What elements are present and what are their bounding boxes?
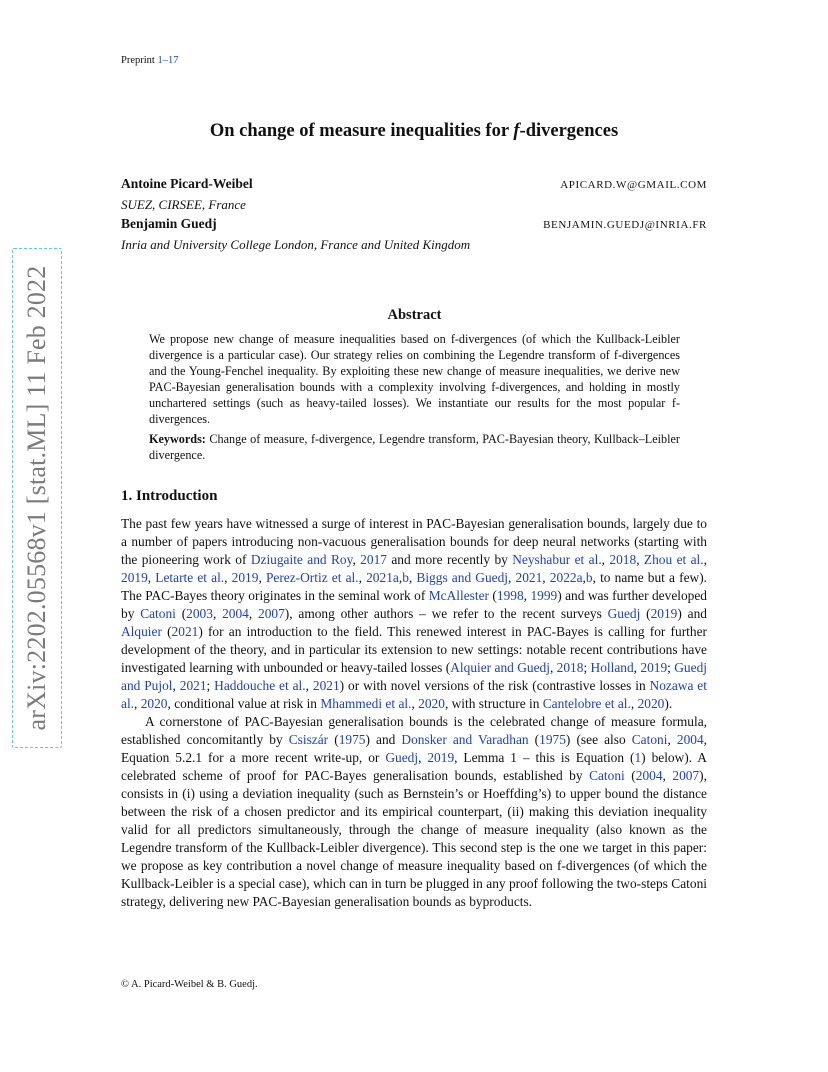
paragraph-text: , bbox=[601, 552, 610, 567]
citation-link[interactable]: 2017 bbox=[360, 552, 387, 567]
abstract-section bbox=[149, 307, 680, 463]
paragraph-text: , bbox=[630, 696, 638, 711]
citation-link[interactable]: Guedj and Pujol bbox=[121, 660, 707, 693]
citation-link[interactable]: 2021 bbox=[171, 624, 199, 639]
citation-link[interactable]: Dziugaite and Roy bbox=[250, 552, 353, 567]
paragraph-text: , bbox=[212, 606, 223, 621]
citation-link[interactable]: Holland bbox=[590, 660, 634, 675]
preprint-label: Preprint bbox=[121, 55, 158, 66]
citation-link[interactable]: Mhammedi et al. bbox=[320, 696, 412, 711]
paragraph-text: ) or with novel versions of the risk (contrastive losses in bbox=[339, 678, 650, 693]
citation-link[interactable]: Catoni bbox=[589, 768, 625, 783]
paragraph-text: ; bbox=[667, 660, 675, 675]
introduction-section bbox=[121, 487, 707, 911]
citation-link[interactable]: Catoni bbox=[631, 732, 668, 747]
paragraph-text: , bbox=[358, 570, 367, 585]
citation-link[interactable]: Guedj bbox=[385, 750, 419, 765]
arxiv-side-stamp[interactable] bbox=[12, 248, 62, 748]
citation-link[interactable]: 2018 bbox=[556, 660, 584, 675]
paragraph-text: ) (see also bbox=[565, 732, 632, 747]
citation-link[interactable]: b bbox=[402, 570, 409, 585]
citation-link[interactable]: 2003 bbox=[186, 606, 213, 621]
paragraph-text: , bbox=[582, 570, 586, 585]
paragraph-text: , bbox=[352, 552, 361, 567]
citation-link[interactable]: Nozawa et al. bbox=[121, 678, 707, 711]
citation-link[interactable]: 1998 bbox=[496, 588, 524, 603]
citation-link[interactable]: Catoni bbox=[140, 606, 176, 621]
title-f: f bbox=[513, 121, 520, 141]
paragraph-text: , bbox=[398, 570, 403, 585]
copyright-footer: © A. Picard-Weibel & B. Guedj. bbox=[121, 979, 258, 990]
citation-link[interactable]: 2007 bbox=[258, 606, 285, 621]
citation-link[interactable]: 2004 bbox=[676, 732, 704, 747]
citation-link[interactable]: 1975 bbox=[539, 732, 566, 747]
paragraph-text: ( bbox=[528, 732, 540, 747]
citation-link[interactable]: 1 bbox=[634, 750, 642, 765]
keywords-text: Change of measure, f-divergence, Legendre transform, PAC-Bayesian theory, Kullback–Leibler divergence. bbox=[149, 432, 680, 462]
citation-link[interactable]: Haddouche et al. bbox=[214, 678, 306, 693]
title-prefix: On change of measure inequalities for bbox=[209, 121, 514, 141]
paragraph-text: , bbox=[408, 570, 417, 585]
section-heading: 1. Introduction bbox=[121, 488, 218, 504]
paragraph-text: ; bbox=[206, 678, 215, 693]
citation-link[interactable]: 2019 bbox=[121, 570, 148, 585]
citation-link[interactable]: Cantelobre et al. bbox=[542, 696, 631, 711]
paragraph-text: ), among other authors – we refer to the recent surveys bbox=[284, 606, 608, 621]
paragraph-text: ) below). A celebrated scheme of proof for PAC-Bayes generalisation bounds, established by bbox=[121, 750, 707, 783]
citation-link[interactable]: Alquier and Guedj bbox=[450, 660, 550, 675]
paragraph-text: , bbox=[305, 678, 313, 693]
keywords-label: Keywords: bbox=[149, 432, 206, 446]
author-block bbox=[121, 174, 707, 254]
paragraph-text: and more recently by bbox=[386, 552, 513, 567]
citation-link[interactable]: Zhou et al. bbox=[643, 552, 704, 567]
paragraph-text: , bbox=[147, 570, 156, 585]
author-row-1 bbox=[121, 174, 707, 195]
paragraph-text: ) and bbox=[677, 606, 707, 621]
preprint-header bbox=[121, 55, 178, 66]
citation-link[interactable]: 2022a bbox=[549, 570, 583, 585]
paragraph-text: , bbox=[248, 606, 258, 621]
paragraph-text: ), consists in (i) using a deviation inequality (such as Bernstein’s or Hoeffding’s) to upper bound the distance between the risk of a chosen predictor and its empirical counterpart, (ii) making this deviation inequality valid for all predictors simultaneously, through the change of measure inequality (also known as the Legendre transform of the Kullback-Leibler divergence). This second step is the one we target in this paper: we propose as key contribution a novel change of measure inequality based on f-divergences (of which the Kullback-Leibler is a special case), which can in turn be plugged in any proof following the two-steps Catoni strategy, delivering new PAC-Bayesian generalisation bounds as byproducts. bbox=[121, 768, 707, 909]
citation-link[interactable]: Guedj bbox=[607, 606, 641, 621]
citation-link[interactable]: Biggs and Guedj bbox=[416, 570, 509, 585]
citation-link[interactable]: McAllester bbox=[428, 588, 489, 603]
citation-link[interactable]: 2021 bbox=[179, 678, 207, 693]
citation-link[interactable]: 2019 bbox=[640, 660, 668, 675]
paragraph-text: , bbox=[258, 570, 266, 585]
citation-link[interactable]: 2019 bbox=[427, 750, 455, 765]
paragraph-text: , bbox=[224, 570, 232, 585]
citation-link[interactable]: Donsker and Varadhan bbox=[401, 732, 529, 747]
intro-paragraph-2 bbox=[121, 713, 707, 911]
paragraph-text: , bbox=[662, 768, 673, 783]
paragraph-text: , bbox=[636, 552, 644, 567]
paragraph-text: , bbox=[703, 552, 707, 567]
paper-title bbox=[0, 121, 828, 142]
paragraph-text: , bbox=[667, 732, 677, 747]
author-affiliation: SUEZ, CIRSEE, France bbox=[121, 197, 246, 212]
citation-link[interactable]: 2019 bbox=[650, 606, 678, 621]
citation-link[interactable]: 2020 bbox=[637, 696, 665, 711]
paragraph-text: , bbox=[418, 750, 428, 765]
paragraph-text: , bbox=[508, 570, 516, 585]
keywords bbox=[149, 431, 680, 463]
author-name: Benjamin Guedj bbox=[121, 216, 217, 231]
paragraph-text: ) and was further developed by bbox=[121, 588, 708, 621]
abstract-text: We propose new change of measure inequalities based on f-divergences (of which the Kullback-Leibler divergence is a particular case). Our strategy relies on combining the Legendre transform of f-divergences and the Young-Fenchel inequality. By exploiting these new change of measure inequalities, we derive new PAC-Bayesian generalisation bounds with a complexity involving f-divergences, and holding in mostly unchartered settings (such as heavy-tailed losses). We instantiate our results for the most popular f-divergences. bbox=[149, 332, 680, 426]
page-range-link[interactable]: 1–17 bbox=[157, 55, 179, 66]
abstract-heading: Abstract bbox=[387, 307, 442, 323]
paragraph-text: ( bbox=[161, 624, 172, 639]
paragraph-text: , Lemma 1 – this is Equation ( bbox=[454, 750, 635, 765]
paragraph-text: , Equation 5.2.1 for a more recent write-up, or bbox=[121, 732, 708, 765]
citation-link[interactable]: Letarte et al. bbox=[155, 570, 225, 585]
paragraph-text: , bbox=[134, 696, 141, 711]
citation-link[interactable]: 1999 bbox=[530, 588, 558, 603]
author-name: Antoine Picard-Weibel bbox=[121, 176, 253, 191]
paragraph-text: ; bbox=[583, 660, 591, 675]
paragraph-text: , bbox=[542, 570, 550, 585]
citation-link[interactable]: 2020 bbox=[140, 696, 168, 711]
citation-link[interactable]: 2018 bbox=[609, 552, 637, 567]
paragraph-text: ) for an introduction to the field. This renewed interest in PAC-Bayes is calling for further development of the theory, and in particular its extension to new settings: notable recent contributions have investigated learning with unbounded or heavy-tailed losses ( bbox=[121, 624, 707, 675]
author-email[interactable]: BENJAMIN.GUEDJ@INRIA.FR bbox=[543, 219, 707, 231]
citation-link[interactable]: Csiszár bbox=[288, 732, 329, 747]
paragraph-text: , bbox=[411, 696, 419, 711]
paragraph-text: ( bbox=[640, 606, 651, 621]
title-suffix: -divergences bbox=[519, 121, 619, 141]
author-affiliation: Inria and University College London, France and United Kingdom bbox=[121, 237, 471, 252]
paragraph-text: ( bbox=[175, 606, 187, 621]
paragraph-text: , bbox=[549, 660, 557, 675]
citation-link[interactable]: b bbox=[585, 570, 593, 585]
citation-link[interactable]: Alquier bbox=[121, 624, 162, 639]
citation-link[interactable]: 2020 bbox=[418, 696, 445, 711]
paragraph-text: , bbox=[523, 588, 531, 603]
arxiv-identifier: arXiv:2202.05568v1 [stat.ML] 11 Feb 2022 bbox=[22, 265, 51, 731]
citation-link[interactable]: Neyshabur et al. bbox=[512, 552, 602, 567]
paragraph-text: ( bbox=[489, 588, 497, 603]
citation-link[interactable]: 2021 bbox=[515, 570, 543, 585]
citation-link[interactable]: 2019 bbox=[231, 570, 259, 585]
author-row-2 bbox=[121, 214, 707, 235]
author-email[interactable]: APICARD.W@GMAIL.COM bbox=[560, 179, 707, 191]
intro-paragraph-1 bbox=[121, 515, 707, 713]
paragraph-text: , conditional value at risk in bbox=[167, 696, 321, 711]
citation-link[interactable]: 2004 bbox=[222, 606, 249, 621]
citation-link[interactable]: 2004 bbox=[635, 768, 663, 783]
paragraph-text: ( bbox=[624, 768, 636, 783]
paragraph-text: , to name but a few). The PAC-Bayes theory originates in the seminal work of bbox=[121, 570, 708, 603]
citation-link[interactable]: 2021 bbox=[312, 678, 340, 693]
citation-link[interactable]: 1975 bbox=[338, 732, 366, 747]
citation-link[interactable]: Perez-Ortiz et al. bbox=[265, 570, 359, 585]
citation-link[interactable]: 2021a bbox=[366, 570, 399, 585]
paragraph-text: ( bbox=[328, 732, 339, 747]
paragraph-text: The past few years have witnessed a surge of interest in PAC-Bayesian generalisation bounds, largely due to a number of papers introducing non-vacuous generalisation bounds for deep neural networks (starting with the pioneering work of bbox=[121, 516, 707, 567]
paragraph-text: ) and bbox=[365, 732, 402, 747]
paragraph-text: , bbox=[633, 660, 641, 675]
paragraph-text: A cornerstone of PAC-Bayesian generalisation bounds is the celebrated change of measure formula, established concomitantly by bbox=[121, 714, 707, 747]
paragraph-text: ). bbox=[664, 696, 673, 711]
paragraph-text: , with structure in bbox=[444, 696, 543, 711]
citation-link[interactable]: 2007 bbox=[672, 768, 700, 783]
paragraph-text: , bbox=[172, 678, 180, 693]
